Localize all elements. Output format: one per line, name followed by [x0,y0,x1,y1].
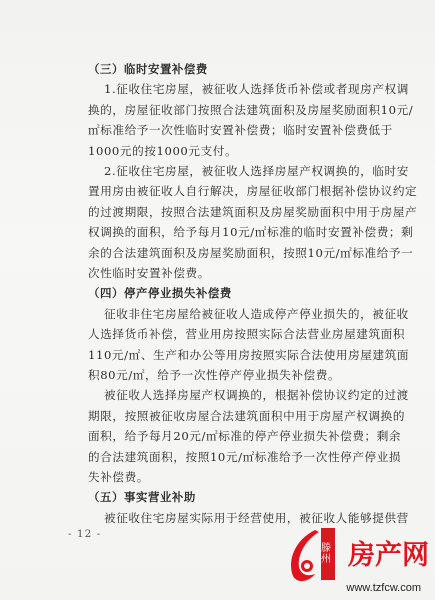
text-line: 征收非住宅房屋给被征收人造成停产停业损失的，被征收 [104,306,409,321]
swoosh-icon [285,526,325,586]
text-line: 的合法建筑面积，按照10元/㎡标准给予一次性停产停业损 [88,449,402,464]
text-line: 失补偿费。 [88,470,149,484]
logo-brand: 房产网 [348,540,429,571]
text-line: 被征收住宅房屋实际用于经营使用，被征收人能够提供营 [104,510,409,525]
section-heading: （五）事实营业补助 [88,490,196,505]
page-number: - 12 - [68,528,102,540]
text-line: 余的合法建筑面积及房屋奖励面积，按照10元/㎡标准给予一 [88,245,414,260]
text-line: 面积，给予每月20元/㎡标准的停产停业损失补偿费；剩余 [88,429,402,444]
text-line: 人选择货币补偿，营业用房按照实际合法营业房屋建筑面积 [88,327,406,342]
logo-badge: 滕州 [321,528,335,580]
text-line: 换的，房屋征收部门按照合法建筑面积及房屋奖励面积10元/ [88,102,414,117]
text-line: 次性临时安置补偿费。 [88,266,210,280]
text-line: 1000元的按1000元支付。 [88,143,238,158]
text-line: 1.征收住宅房屋，被征收人选择货币补偿或者现房产权调 [104,82,409,97]
section-heading: （四）停产停业损失补偿费 [88,286,232,301]
text-line: 置用房由被征收人自行解决，房屋征收部门根据补偿协议约定 [88,184,418,199]
text-line: 权调换的面积，给予每月10元/㎡标准的临时安置补偿费；剩 [88,225,414,240]
text-line: 的过渡期限，按照合法建筑面积及房屋奖励面积中用于房屋产 [88,204,418,219]
text-line: ㎡标准给予一次性临时安置补偿费；临时安置补偿费低于 [88,123,393,138]
text-line: 2.征收住宅房屋，被征收人选择房屋产权调换的，临时安 [104,164,409,178]
text-line: 110元/㎡、生产和办公等用房按照实际合法使用房屋建筑面 [88,347,410,362]
text-line: 被征收人选择房屋产权调换的，根据补偿协议约定的过渡 [104,388,409,403]
watermark-logo [275,520,435,600]
text-line: 期限，按照被征收房屋合法建筑面积中用于房屋产权调换的 [88,408,406,423]
section-heading: （三）临时安置补偿费 [88,62,208,76]
logo-url: www.tzfcw.com [346,582,421,594]
text-line: 积80元/㎡，给予一次性停产停业损失补偿费。 [88,368,341,382]
